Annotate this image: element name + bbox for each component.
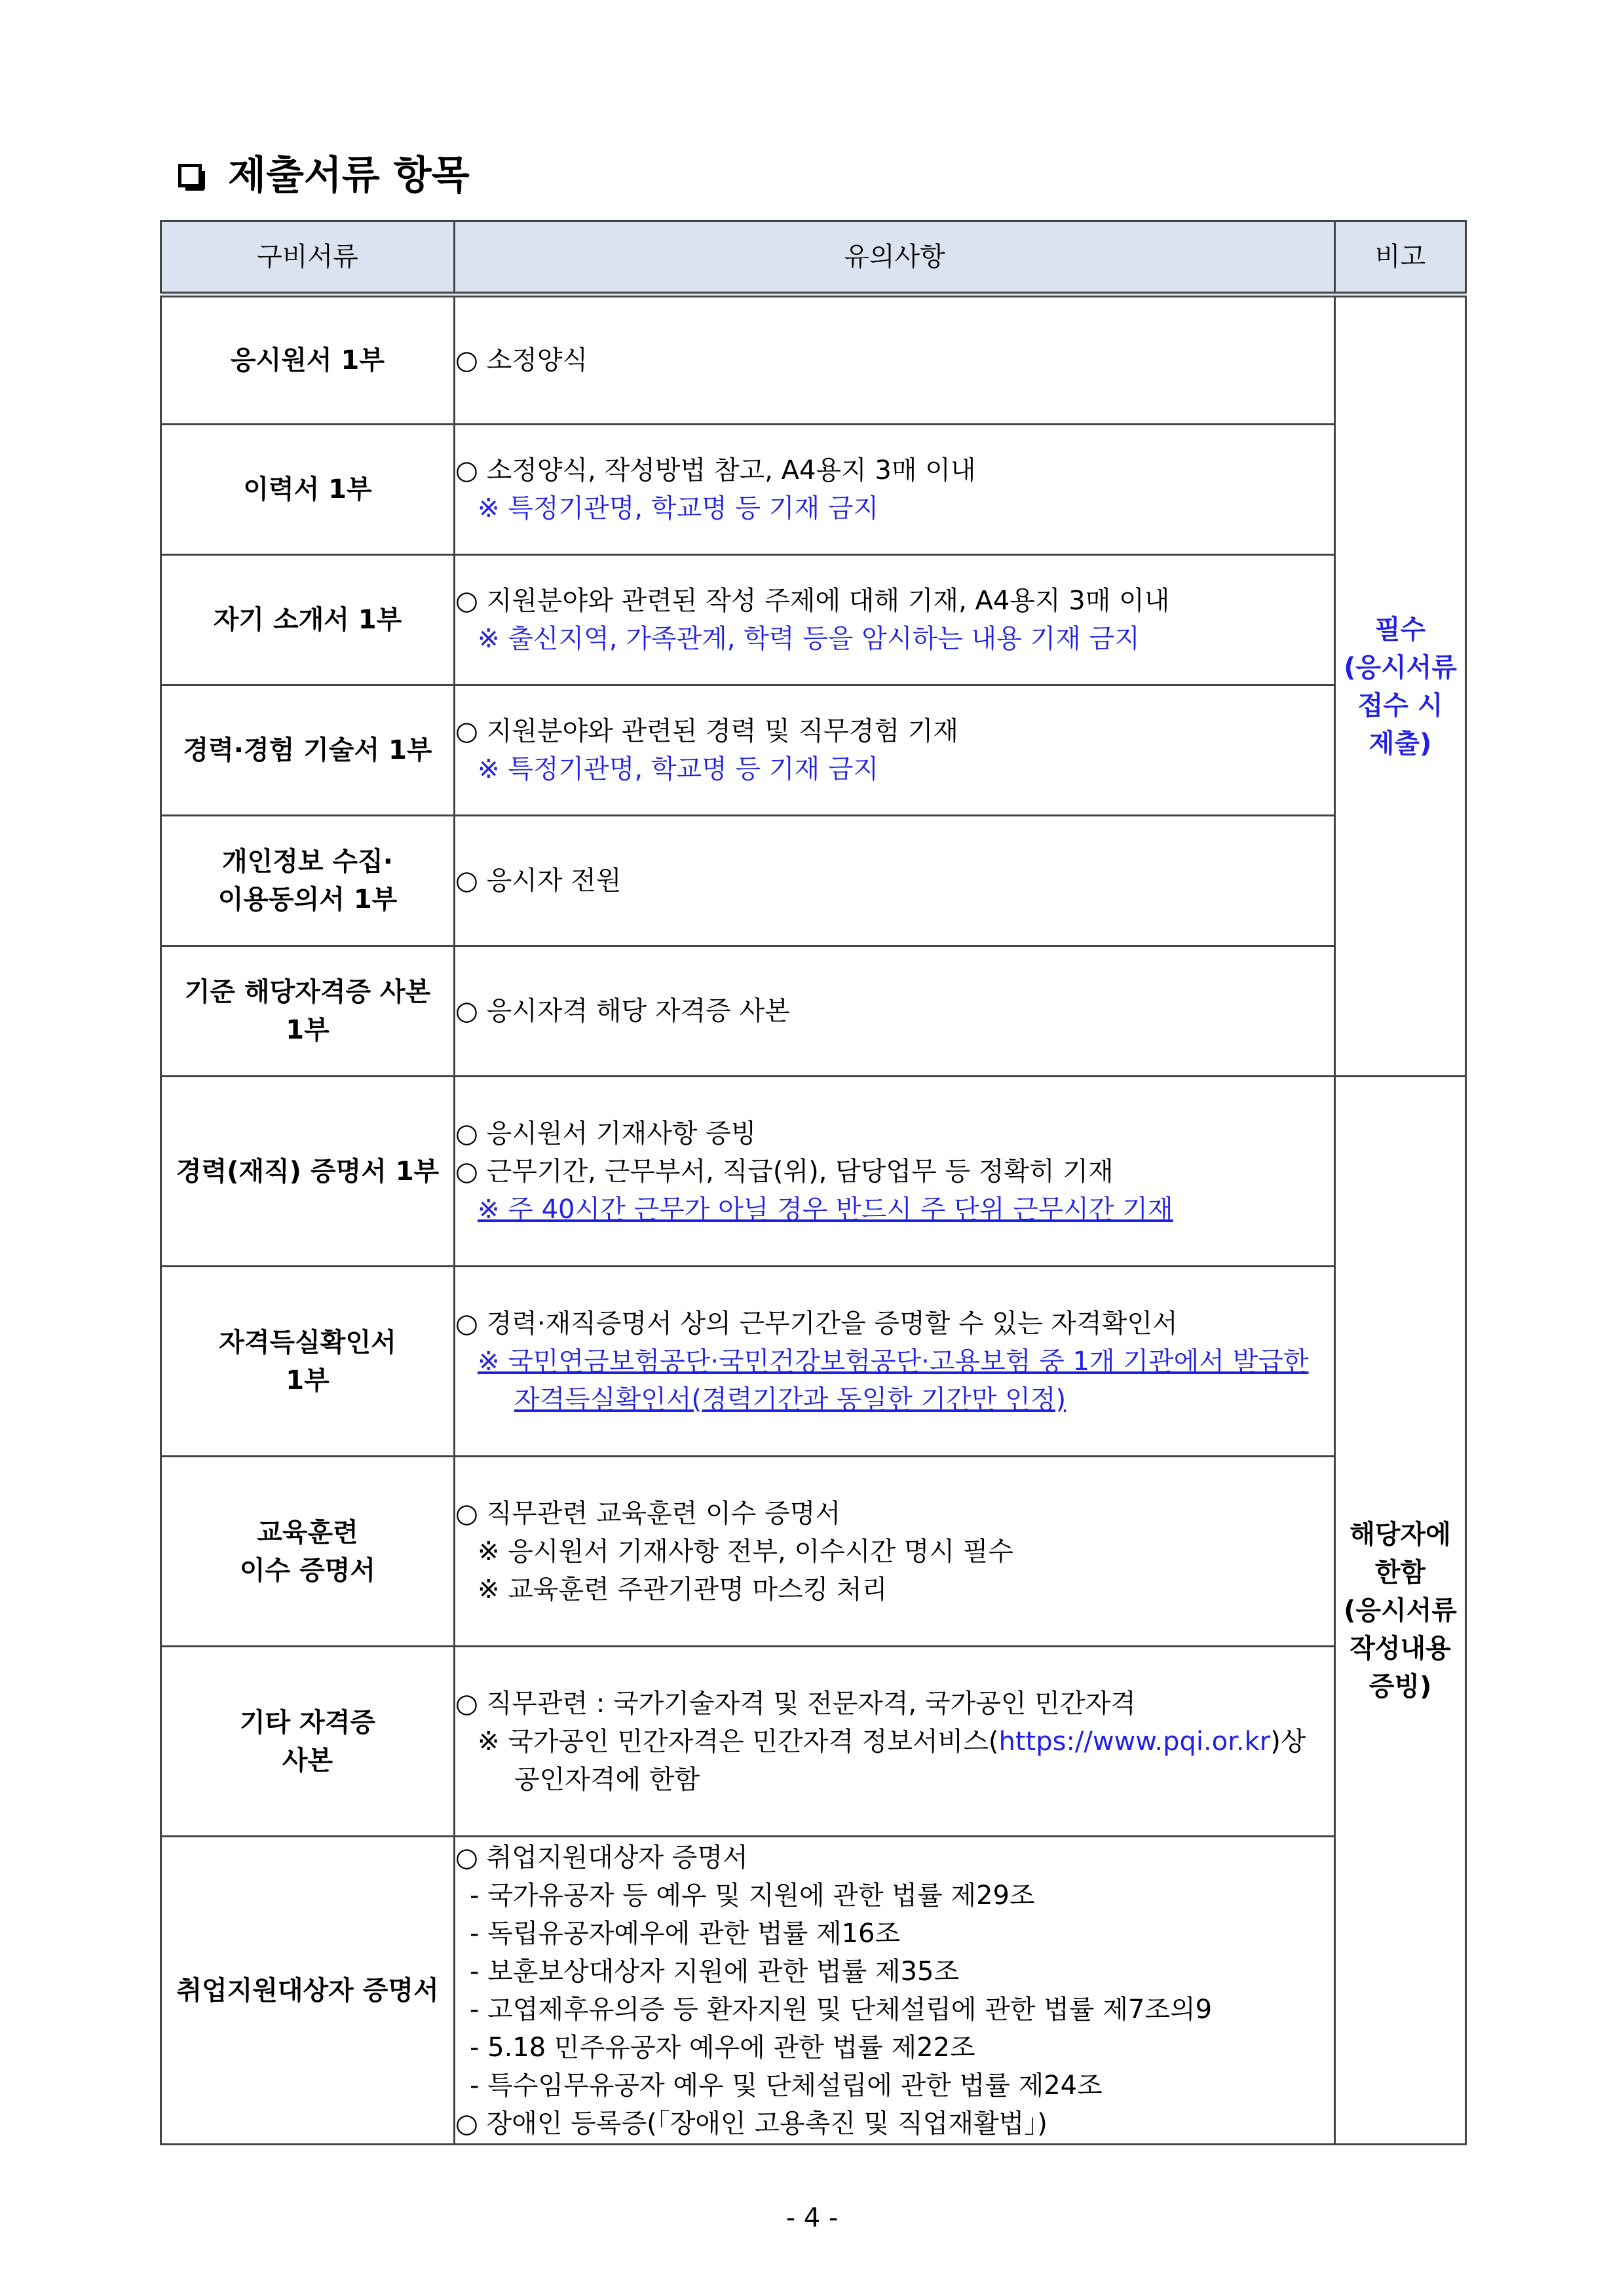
note-line: ○ 경력·재직증명서 상의 근무기간을 증명할 수 있는 자격확인서: [455, 1308, 1178, 1339]
note-line: ○ 취업지원대상자 증명서: [455, 1842, 748, 1873]
note-line: ○ 응시자격 해당 자격증 사본: [455, 996, 790, 1026]
note-line: - 독립유공자예우에 관한 법률 제16조: [470, 1918, 901, 1949]
document-notes: [455, 1837, 1335, 2145]
table-row: [161, 685, 1466, 816]
note-line: 자격득실확인서(경력기간과 동일한 기간만 인정): [514, 1384, 1067, 1415]
note-line: ○ 근무기간, 근무부서, 직급(위), 담당업무 등 정확히 기재: [455, 1156, 1114, 1187]
table-row: [161, 946, 1466, 1077]
document-notes: [455, 1267, 1335, 1457]
note-line: - 5.18 민주유공자 예우에 관한 법률 제22조: [470, 2032, 975, 2063]
document-name: 개인정보 수집· 이용동의서 1부: [161, 816, 455, 946]
documents-table: [160, 220, 1467, 2145]
note-line: 공인자격에 한함: [514, 1764, 700, 1795]
note-line: ○ 소정양식: [455, 345, 588, 375]
table-row: [161, 1457, 1466, 1647]
note-line: ※ 출신지역, 가족관계, 학력 등을 암시하는 내용 기재 금지: [478, 624, 1140, 654]
table-row: [161, 1647, 1466, 1837]
note-line: ○ 직무관련 : 국가기술자격 및 전문자격, 국가공인 민간자격: [455, 1688, 1136, 1719]
document-notes: [455, 816, 1335, 946]
document-notes: [455, 1077, 1335, 1267]
document-name: 교육훈련 이수 증명서: [161, 1457, 455, 1647]
note-line: ○ 장애인 등록증(「장애인 고용촉진 및 직업재활법」): [455, 2108, 1048, 2139]
table-row: [161, 1837, 1466, 2145]
document-notes: [455, 946, 1335, 1077]
note-line: ※ 교육훈련 주관기관명 마스킹 처리: [478, 1574, 888, 1605]
section-heading-text: 제출서류 항목: [228, 153, 470, 199]
pqi-link[interactable]: https://www.pqi.or.kr: [998, 1726, 1271, 1757]
note-line: - 고엽제후유의증 등 환자지원 및 단체설립에 관한 법률 제7조의9: [470, 1994, 1213, 2025]
document-name: 취업지원대상자 증명서: [161, 1837, 455, 2145]
section-heading: [178, 149, 470, 202]
note-line: ※ 특정기관명, 학교명 등 기재 금지: [478, 754, 879, 784]
table-row: [161, 295, 1466, 425]
header-documents: 구비서류: [161, 221, 455, 295]
document-name: 이력서 1부: [161, 425, 455, 555]
header-notes: 유의사항: [455, 221, 1335, 295]
document-name: 경력·경험 기술서 1부: [161, 685, 455, 816]
remark-required: 필수 (응시서류 접수 시 제출): [1335, 295, 1466, 1077]
document-name: 자격득실확인서 1부: [161, 1267, 455, 1457]
document-notes: [455, 1647, 1335, 1837]
document-notes: [455, 555, 1335, 685]
table-row: [161, 425, 1466, 555]
page-number: - 4 -: [785, 2203, 839, 2233]
note-line: ※ 특정기관명, 학교명 등 기재 금지: [478, 493, 879, 524]
checkbox-icon: [178, 164, 202, 187]
document-notes: [455, 1457, 1335, 1647]
note-line: - 특수임무유공자 예우 및 단체설립에 관한 법률 제24조: [470, 2070, 1103, 2101]
note-line: ○ 응시자 전원: [455, 866, 622, 896]
note-line: ※ 응시원서 기재사항 전부, 이수시간 명시 필수: [478, 1536, 1014, 1567]
note-line: ○ 직무관련 교육훈련 이수 증명서: [455, 1498, 841, 1529]
document-name: 기타 자격증 사본: [161, 1647, 455, 1837]
table-row: [161, 816, 1466, 946]
document-name: 기준 해당자격증 사본 1부: [161, 946, 455, 1077]
table-row: [161, 1267, 1466, 1457]
note-line: ※ 국가공인 민간자격은 민간자격 정보서비스(https://www.pqi.or.kr)상: [478, 1726, 1306, 1757]
note-line: ○ 응시원서 기재사항 증빙: [455, 1118, 757, 1149]
note-line: ○ 소정양식, 작성방법 참고, A4용지 3매 이내: [455, 455, 976, 486]
document-name: 자기 소개서 1부: [161, 555, 455, 685]
document-notes: [455, 295, 1335, 425]
note-line: ○ 지원분야와 관련된 작성 주제에 대해 기재, A4용지 3매 이내: [455, 586, 1170, 616]
table-header-row: [161, 221, 1466, 295]
header-remarks: 비고: [1335, 221, 1466, 295]
document-name: 응시원서 1부: [161, 295, 455, 425]
table-row: [161, 1077, 1466, 1267]
note-line: - 국가유공자 등 예우 및 지원에 관한 법률 제29조: [470, 1880, 1035, 1911]
document-notes: [455, 425, 1335, 555]
note-line: - 보훈보상대상자 지원에 관한 법률 제35조: [470, 1956, 960, 1987]
note-line: ○ 지원분야와 관련된 경력 및 직무경험 기재: [455, 716, 959, 746]
document-notes: [455, 685, 1335, 816]
table-row: [161, 555, 1466, 685]
note-line: ※ 주 40시간 근무가 아닐 경우 반드시 주 단위 근무시간 기재: [478, 1194, 1173, 1225]
remark-applicable: 해당자에 한함 (응시서류 작성내용 증빙): [1335, 1077, 1466, 2145]
document-name: 경력(재직) 증명서 1부: [161, 1077, 455, 1267]
note-line: ※ 국민연금보험공단·국민건강보험공단·고용보험 중 1개 기관에서 발급한: [478, 1346, 1309, 1377]
